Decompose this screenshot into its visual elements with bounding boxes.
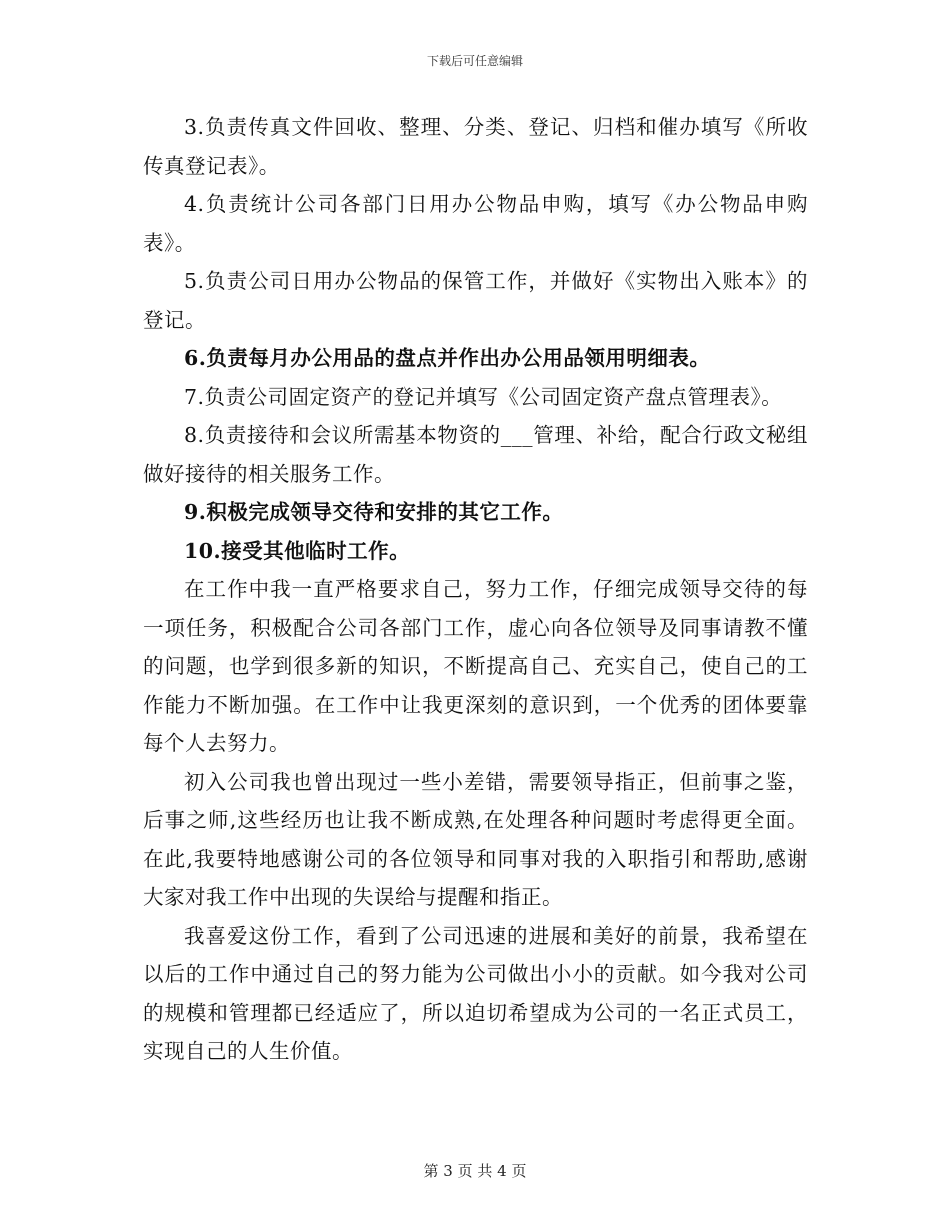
paragraph-work-attitude: 在工作中我一直严格要求自己，努力工作，仔细完成领导交待的每一项任务，积极配合公司各部门工作，虚心向各位领导及同事请教不懂的问题，也学到很多新的知识，不断提高自己、充实自己，使自己的工作能力不断加强。在工作中让我更深刻的意识到，一个优秀的团体要靠每个人去努力。 (143, 577, 808, 755)
paragraph-item-7: 7.负责公司固定资产的登记并填写《公司固定资产盘点管理表》。 (184, 384, 783, 409)
paragraph-item-9: 9.积极完成领导交待和安排的其它工作。 (184, 500, 564, 524)
paragraph-item-6: 6.负责每月办公用品的盘点并作出办公用品领用明细表。 (184, 346, 711, 370)
page-number: 第 3 页 共 4 页 (423, 1162, 527, 1180)
paragraph-item-4: 4.负责统计公司各部门日用办公物品申购，填写《办公物品申购表》。 (143, 192, 808, 255)
paragraph-item-10: 10.接受其他临时工作。 (184, 538, 411, 563)
document-body (143, 108, 808, 1071)
page-header: 下载后可任意编辑 (426, 54, 523, 68)
paragraph-aspiration: 我喜爱这份工作，看到了公司迅速的进展和美好的前景，我希望在以后的工作中通过自己的努力能为公司做出小小的贡献。如今我对公司的规模和管理都已经适应了，所以迫切希望成为公司的一名正式员工，实现自己的人生价值。 (143, 923, 808, 1063)
paragraph-gratitude: 初入公司我也曾出现过一些小差错，需要领导指正，但前事之鉴，后事之师,这些经历也让我不断成熟,在处理各种问题时考虑得更全面。在此,我要特地感谢公司的各位领导和同事对我的入职指引和帮助,感谢大家对我工作中出现的失误给与提醒和指正。 (143, 769, 808, 909)
paragraph-item-5: 5.负责公司日用办公物品的保管工作，并做好《实物出入账本》的登记。 (143, 269, 808, 332)
paragraph-item-3: 3.负责传真文件回收、整理、分类、登记、归档和催办填写《所收传真登记表》。 (143, 115, 808, 178)
paragraph-item-8: 8.负责接待和会议所需基本物资的___管理、补给，配合行政文秘组做好接待的相关服务工作。 (143, 423, 808, 486)
